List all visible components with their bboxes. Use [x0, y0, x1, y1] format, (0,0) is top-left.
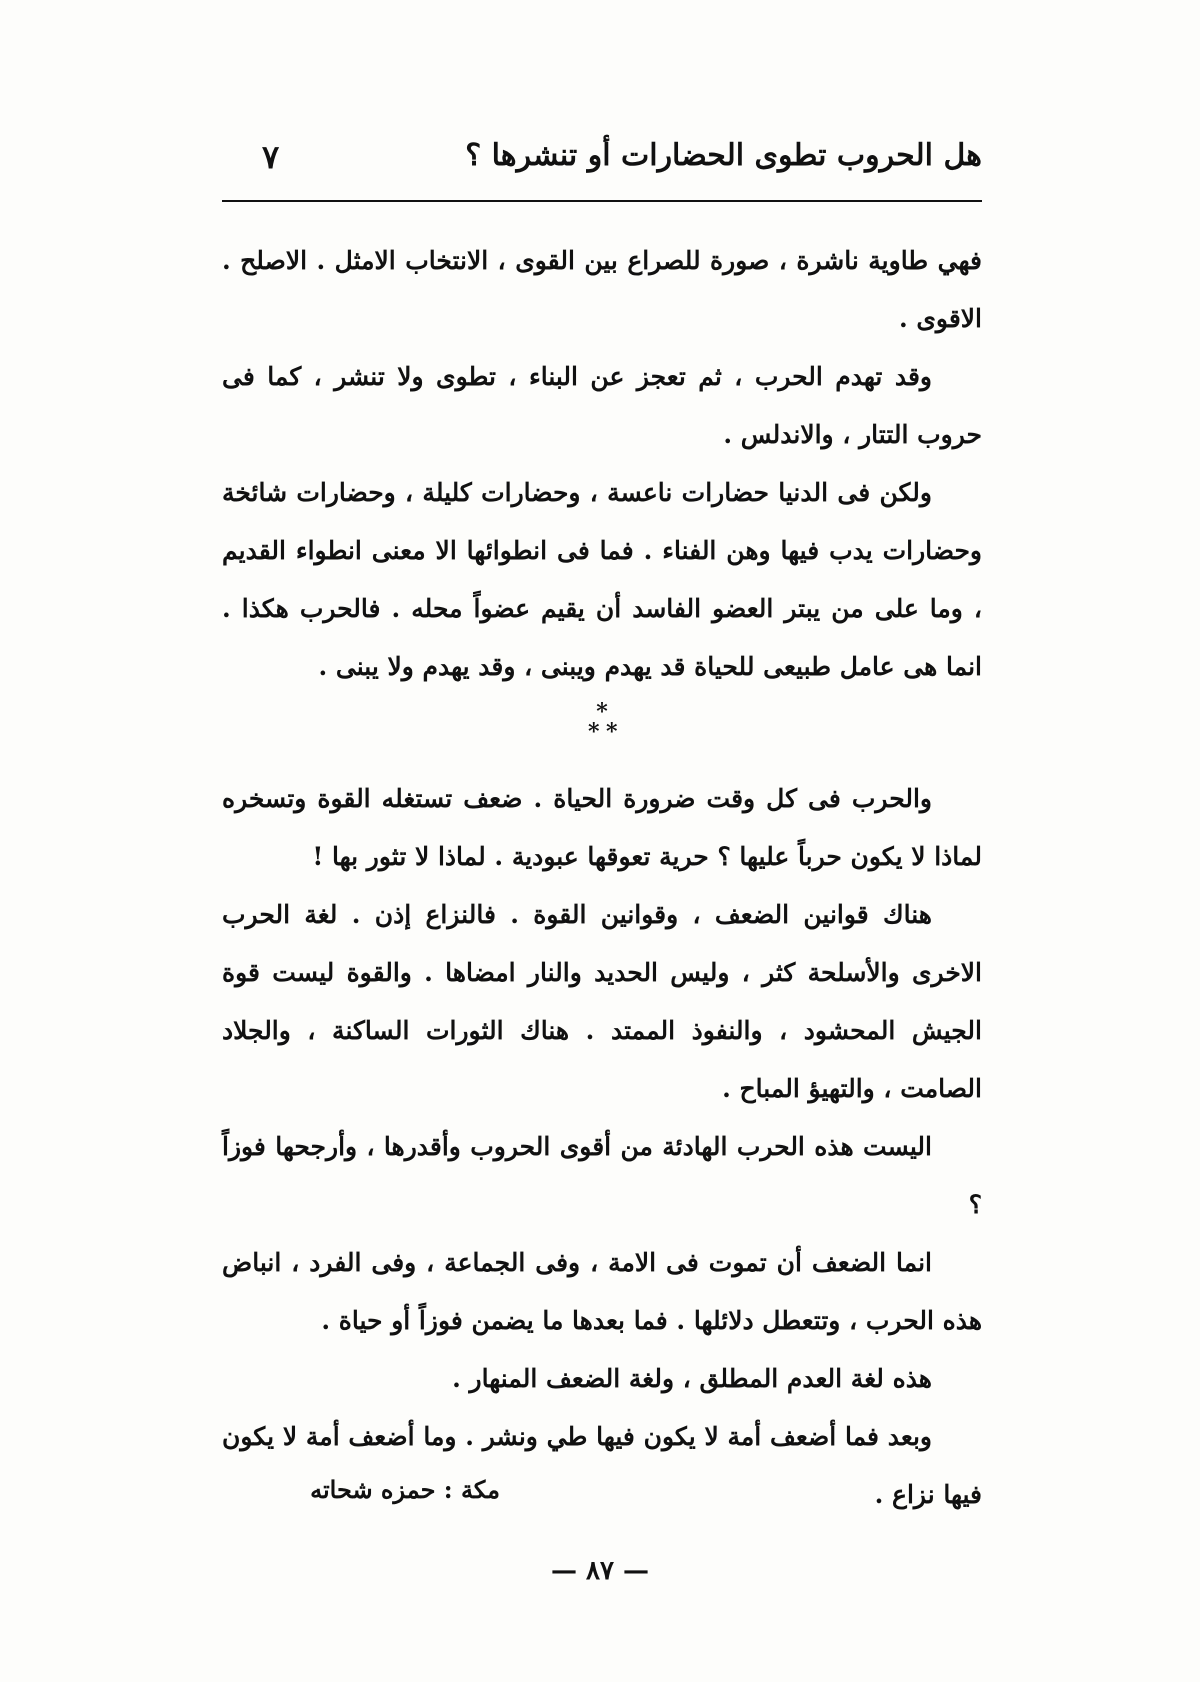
section-divider: [222, 696, 982, 770]
author-signature: مكة : حمزه شحاته: [310, 1475, 500, 1504]
running-title: هل الحروب تطوى الحضارات أو تنشرها ؟: [465, 138, 982, 173]
paragraph-2: وقد تهدم الحرب ، ثم تعجز عن البناء ، تطوى ولا تنشر ، كما فى حروب التتار ، والاندلس .: [222, 362, 982, 449]
running-header: [222, 138, 982, 188]
divider-star-top: *: [596, 699, 608, 725]
divider-star-right: *: [606, 719, 618, 745]
header-rule: [222, 200, 982, 202]
paragraph-9: وبعد فما أضعف أمة لا يكون فيها طي ونشر . وما أضعف أمة لا يكون فيها نزاع .: [222, 1422, 982, 1509]
paragraph-6: اليست هذه الحرب الهادئة من أقوى الحروب وأقدرها ، وأرجحها فوزاً ؟: [222, 1132, 982, 1219]
divider-star-left: *: [588, 719, 600, 745]
page-number: — ٨٧ —: [550, 1556, 650, 1586]
paragraph-5: هناك قوانين الضعف ، وقوانين القوة . فالنزاع إذن . لغة الحرب الاخرى والأسلحة كثر ، وليس الحديد والنار امضاها . والقوة ليست قوة الجيش المحشود ، والنفوذ الممتد . هناك الثورات الساكنة ، والجلاد الصامت ، والتهيؤ المباح .: [222, 900, 982, 1103]
paragraph-8: هذه لغة العدم المطلق ، ولغة الضعف المنهار .: [452, 1364, 932, 1393]
paragraph-3: ولكن فى الدنيا حضارات ناعسة ، وحضارات كليلة ، وحضارات شائخة وحضارات يدب فيها وهن الفناء . فما فى انطوائها الا معنى انطواء القديم ، وما على من يبتر العضو الفاسد أن يقيم عضواً محله . فالحرب هكذا . انما هى عامل طبيعى للحياة قد يهدم ويبنى ، وقد يهدم ولا يبنى .: [222, 478, 982, 681]
folio-number: ٧: [262, 138, 280, 176]
article-body: [222, 232, 982, 1524]
paragraph-7: انما الضعف أن تموت فى الامة ، وفى الجماعة ، وفى الفرد ، انباض هذه الحرب ، وتتعطل دلائلها . فما بعدها ما يضمن فوزاً أو حياة .: [222, 1248, 982, 1335]
paragraph-1: فهي طاوية ناشرة ، صورة للصراع بين القوى ، الانتخاب الامثل . الاصلح . الاقوى .: [222, 246, 982, 333]
paragraph-4: والحرب فى كل وقت ضرورة الحياة . ضعف تستغله القوة وتسخره لماذا لا يكون حرباً عليها ؟ حرية تعوقها عبودية . لماذا لا تثور بها !: [222, 784, 982, 871]
